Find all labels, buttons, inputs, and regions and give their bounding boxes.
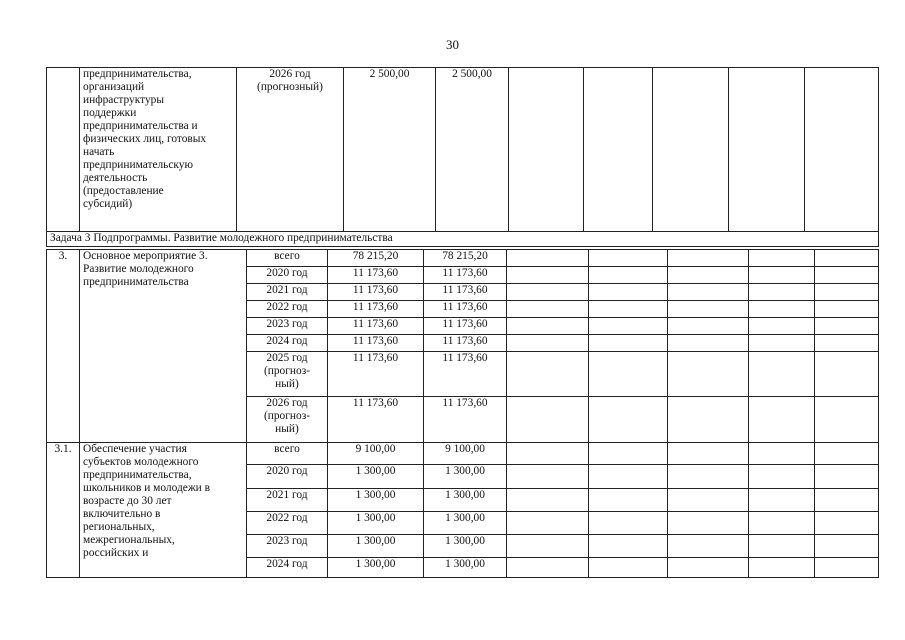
empty-cell <box>507 318 589 335</box>
value-cell: 11 173,60 <box>424 335 507 352</box>
empty-cell <box>815 397 879 443</box>
empty-cell <box>589 443 668 465</box>
empty-cell <box>589 284 668 301</box>
value-cell: 11 173,60 <box>424 318 507 335</box>
row-number: 3.1. <box>47 443 80 578</box>
value-cell: 78 215,20 <box>328 250 424 267</box>
year-cell: всего <box>247 443 328 465</box>
empty-cell <box>668 465 749 489</box>
year-cell: 2022 год <box>247 301 328 318</box>
empty-cell <box>668 335 749 352</box>
empty-cell <box>729 68 805 232</box>
year-cell: 2026 год (прогнозный) <box>237 68 344 232</box>
empty-cell <box>507 284 589 301</box>
empty-cell <box>668 397 749 443</box>
empty-cell <box>507 397 589 443</box>
year-cell: 2023 год <box>247 318 328 335</box>
value-cell: 11 173,60 <box>328 352 424 397</box>
value-cell: 9 100,00 <box>424 443 507 465</box>
measure-name-cell: Обеспечение участия субъектов молодежного предпринимательства, школьников и молодежи в возрасте до 30 лет включительно в региональных, межрегиональных, российских и <box>80 443 247 578</box>
value-cell: 2 500,00 <box>344 68 436 232</box>
empty-cell <box>805 68 879 232</box>
value-cell: 9 100,00 <box>328 443 424 465</box>
empty-cell <box>589 335 668 352</box>
task-header: Задача 3 Подпрограммы. Развитие молодежного предпринимательства <box>47 232 879 247</box>
empty-cell <box>668 301 749 318</box>
value-cell: 11 173,60 <box>328 267 424 284</box>
empty-cell <box>668 250 749 267</box>
empty-cell <box>668 512 749 535</box>
empty-cell <box>589 558 668 578</box>
value-cell: 11 173,60 <box>328 397 424 443</box>
empty-cell <box>668 284 749 301</box>
page-number: 30 <box>446 37 459 52</box>
empty-cell <box>589 489 668 512</box>
year-cell: 2026 год (прогноз- ный) <box>247 397 328 443</box>
value-cell: 1 300,00 <box>424 489 507 512</box>
value-cell: 1 300,00 <box>328 558 424 578</box>
empty-cell <box>668 558 749 578</box>
empty-cell <box>749 284 815 301</box>
value-cell: 2 500,00 <box>436 68 509 232</box>
table-row <box>47 68 879 232</box>
empty-cell <box>749 250 815 267</box>
bottom-table <box>46 249 879 578</box>
value-cell: 11 173,60 <box>328 301 424 318</box>
empty-cell <box>589 267 668 284</box>
empty-cell <box>589 250 668 267</box>
value-cell: 1 300,00 <box>328 512 424 535</box>
empty-cell <box>749 558 815 578</box>
empty-cell <box>815 535 879 558</box>
empty-cell <box>815 558 879 578</box>
empty-cell <box>589 512 668 535</box>
empty-cell <box>589 318 668 335</box>
empty-cell <box>749 301 815 318</box>
value-cell: 1 300,00 <box>424 535 507 558</box>
row-number: 3. <box>47 250 80 443</box>
num-cell <box>47 68 80 232</box>
value-cell: 11 173,60 <box>328 335 424 352</box>
empty-cell <box>507 301 589 318</box>
empty-cell <box>749 267 815 284</box>
empty-cell <box>507 352 589 397</box>
empty-cell <box>507 267 589 284</box>
empty-cell <box>589 301 668 318</box>
empty-cell <box>815 335 879 352</box>
value-cell: 1 300,00 <box>424 558 507 578</box>
empty-cell <box>589 397 668 443</box>
year-cell: 2020 год <box>247 465 328 489</box>
year-cell: 2025 год (прогноз- ный) <box>247 352 328 397</box>
empty-cell <box>589 465 668 489</box>
empty-cell <box>668 535 749 558</box>
empty-cell <box>815 284 879 301</box>
empty-cell <box>749 465 815 489</box>
empty-cell <box>815 318 879 335</box>
empty-cell <box>749 489 815 512</box>
empty-cell <box>815 301 879 318</box>
empty-cell <box>507 250 589 267</box>
value-cell: 11 173,60 <box>424 284 507 301</box>
empty-cell <box>509 68 584 232</box>
empty-cell <box>507 443 589 465</box>
empty-cell <box>749 335 815 352</box>
empty-cell <box>815 489 879 512</box>
empty-cell <box>668 489 749 512</box>
value-cell: 11 173,60 <box>424 352 507 397</box>
measure-name-cell: Основное мероприятие 3. Развитие молодежного предпринимательства <box>80 250 247 443</box>
empty-cell <box>815 250 879 267</box>
year-cell: 2021 год <box>247 489 328 512</box>
empty-cell <box>507 489 589 512</box>
empty-cell <box>749 512 815 535</box>
year-cell: 2022 год <box>247 512 328 535</box>
empty-cell <box>749 443 815 465</box>
year-cell: 2024 год <box>247 335 328 352</box>
year-cell: всего <box>247 250 328 267</box>
value-cell: 78 215,20 <box>424 250 507 267</box>
value-cell: 11 173,60 <box>424 397 507 443</box>
value-cell: 1 300,00 <box>424 465 507 489</box>
empty-cell <box>589 352 668 397</box>
empty-cell <box>815 352 879 397</box>
empty-cell <box>584 68 653 232</box>
empty-cell <box>668 318 749 335</box>
value-cell: 11 173,60 <box>424 301 507 318</box>
empty-cell <box>653 68 729 232</box>
year-cell: 2020 год <box>247 267 328 284</box>
value-cell: 11 173,60 <box>424 267 507 284</box>
year-cell: 2021 год <box>247 284 328 301</box>
empty-cell <box>507 512 589 535</box>
empty-cell <box>507 335 589 352</box>
year-cell: 2023 год <box>247 535 328 558</box>
top-table <box>46 67 879 247</box>
task-header-row <box>47 232 879 247</box>
empty-cell <box>815 267 879 284</box>
value-cell: 1 300,00 <box>328 489 424 512</box>
measure-name-cell: предпринимательства, организаций инфраструктуры поддержки предпринимательства и физических лиц, готовых начать предпринимательскую деятельность (предоставление субсидий) <box>80 68 237 232</box>
table-row <box>47 443 879 465</box>
value-cell: 1 300,00 <box>328 465 424 489</box>
empty-cell <box>749 352 815 397</box>
value-cell: 11 173,60 <box>328 284 424 301</box>
empty-cell <box>749 318 815 335</box>
value-cell: 1 300,00 <box>328 535 424 558</box>
empty-cell <box>815 512 879 535</box>
empty-cell <box>749 535 815 558</box>
empty-cell <box>507 535 589 558</box>
empty-cell <box>815 443 879 465</box>
empty-cell <box>749 397 815 443</box>
empty-cell <box>589 535 668 558</box>
value-cell: 11 173,60 <box>328 318 424 335</box>
empty-cell <box>815 465 879 489</box>
table-row <box>47 250 879 267</box>
empty-cell <box>507 558 589 578</box>
empty-cell <box>668 352 749 397</box>
empty-cell <box>668 267 749 284</box>
value-cell: 1 300,00 <box>424 512 507 535</box>
empty-cell <box>668 443 749 465</box>
year-cell: 2024 год <box>247 558 328 578</box>
empty-cell <box>507 465 589 489</box>
